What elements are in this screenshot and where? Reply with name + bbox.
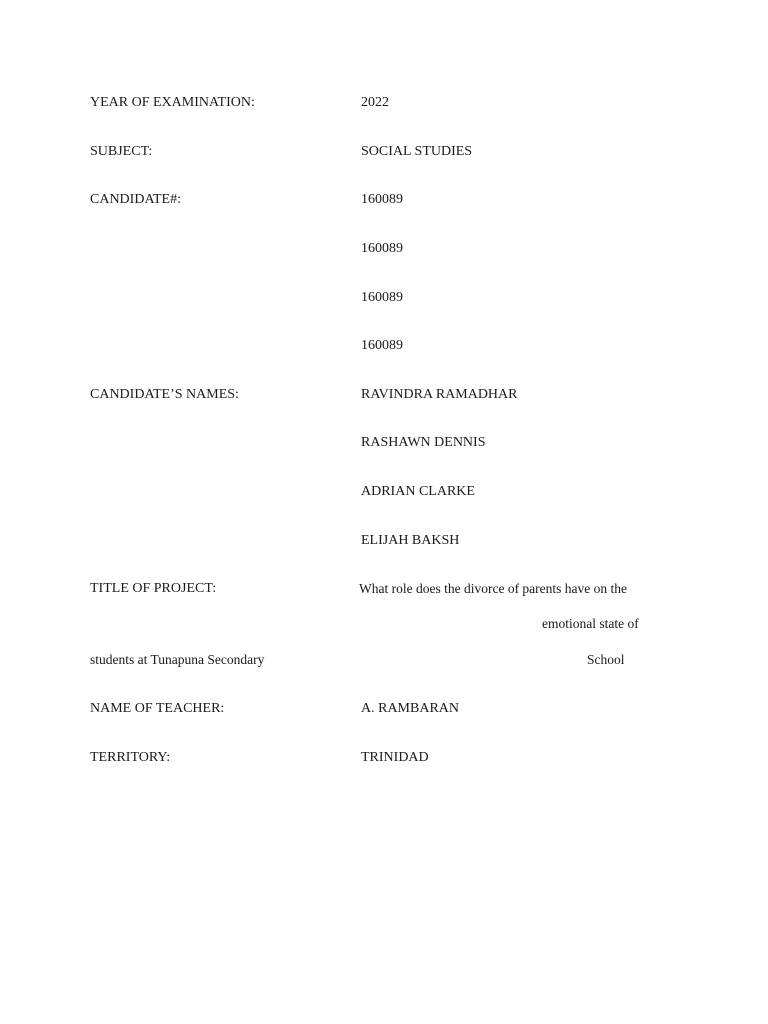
candidate-number-label: CANDIDATE#:: [90, 192, 181, 207]
subject-value: SOCIAL STUDIES: [361, 144, 473, 159]
candidate-name-3: ADRIAN CLARKE: [361, 484, 475, 499]
territory-label: TERRITORY:: [90, 750, 171, 765]
territory-value: TRINIDAD: [361, 750, 429, 765]
project-title-line-3: students at Tunapuna Secondary: [90, 652, 265, 667]
subject-label: SUBJECT:: [90, 144, 153, 159]
candidate-name-4: ELIJAH BAKSH: [361, 533, 460, 548]
teacher-value: A. RAMBARAN: [361, 701, 460, 716]
candidate-name-1: RAVINDRA RAMADHAR: [361, 387, 518, 402]
candidate-names-label: CANDIDATE’S NAMES:: [90, 387, 239, 402]
project-title-label: TITLE OF PROJECT:: [90, 581, 217, 596]
candidate-name-2: RASHAWN DENNIS: [361, 435, 486, 450]
teacher-label: NAME OF TEACHER:: [90, 701, 225, 716]
candidate-number-2: 160089: [361, 241, 403, 256]
candidate-number-1: 160089: [361, 192, 403, 207]
candidate-number-4: 160089: [361, 338, 403, 353]
candidate-number-3: 160089: [361, 290, 403, 305]
year-value: 2022: [361, 95, 389, 110]
year-label: YEAR OF EXAMINATION:: [90, 95, 255, 110]
project-title-line-3-end: School: [587, 652, 625, 667]
project-title-line-2: emotional state of: [542, 616, 639, 631]
project-title-line-1: What role does the divorce of parents have on the: [359, 581, 628, 596]
